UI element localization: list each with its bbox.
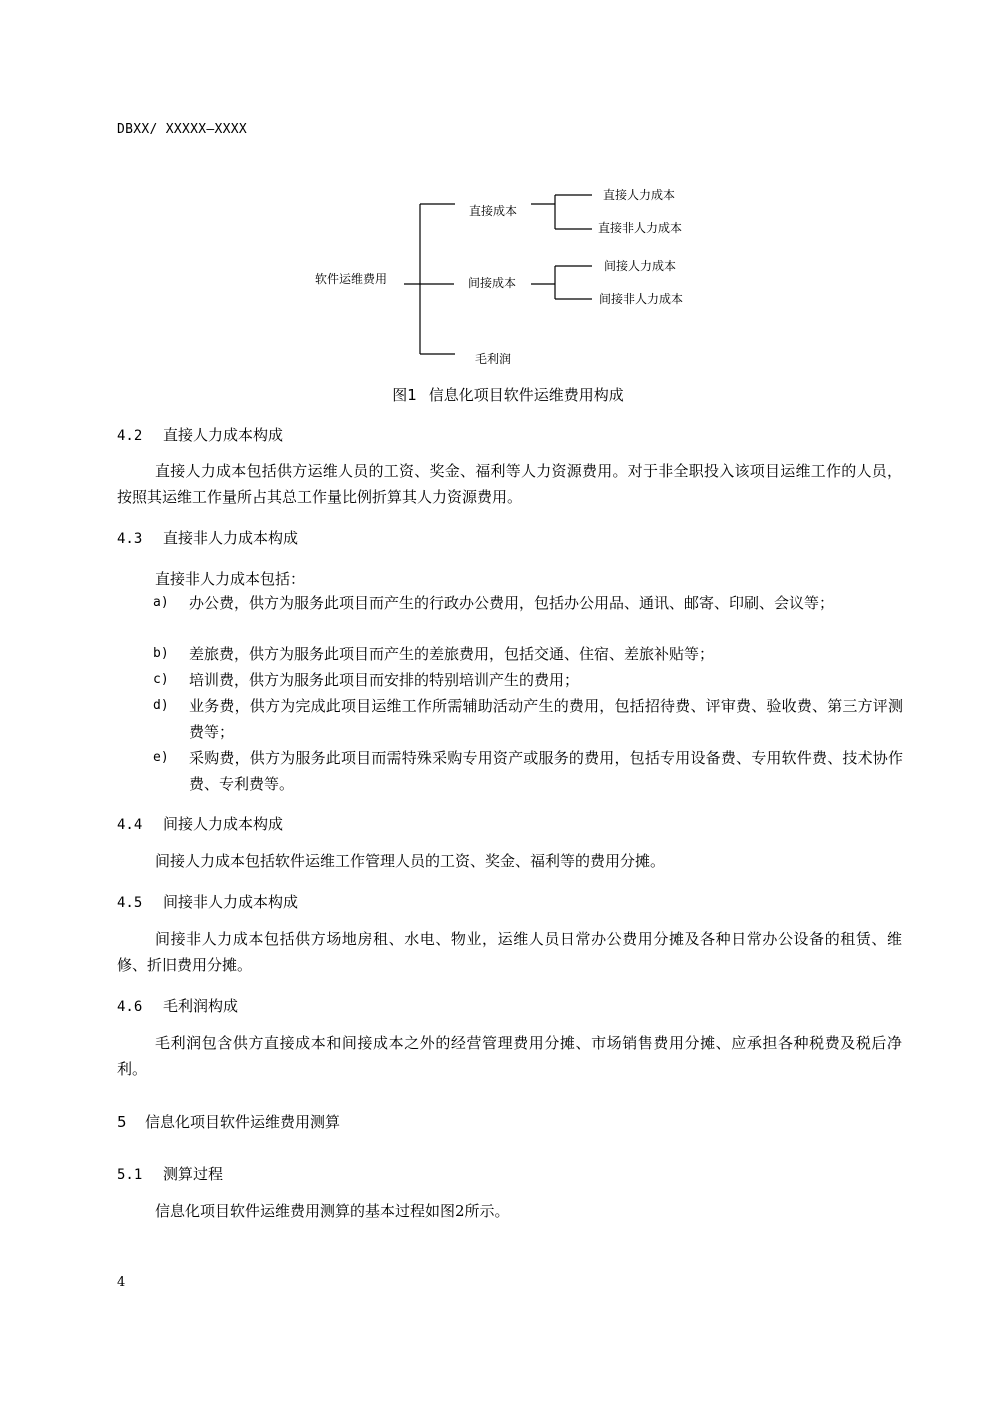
list-text: 采购费，供方为服务此项目而需特殊采购专用资产或服务的费用，包括专用设备费、专用软件费、技术协作费、专利费等。 <box>189 749 903 793</box>
paragraph-4-2: 直接人力成本包括供方运维人员的工资、奖金、福利等人力资源费用。对于非全职投入该项目运维工作的人员，按照其运维工作量所占其总工作量比例折算其人力资源费用。 <box>117 462 902 506</box>
node-indirect-labor: 间接人力成本 <box>604 259 677 273</box>
heading-title: 直接人力成本构成 <box>163 426 284 444</box>
heading-title: 直接非人力成本构成 <box>163 529 299 547</box>
page-number: 4 <box>117 1275 126 1290</box>
list-text: 办公费，供方为服务此项目而产生的行政办公费用，包括办公用品、通讯、邮寄、印刷、会议等； <box>189 594 835 612</box>
list-text: 差旅费，供方为服务此项目而产生的差旅费用，包括交通、住宿、差旅补贴等； <box>189 645 715 663</box>
list-item <box>153 745 903 797</box>
heading-number: 4.5 <box>117 895 143 911</box>
paragraph-4-4: 间接人力成本包括软件运维工作管理人员的工资、奖金、福利等的费用分摊。 <box>155 852 666 870</box>
list-text: 业务费，供方为完成此项目运维工作所需辅助活动产生的费用，包括招待费、评审费、验收费、第三方评测费等； <box>189 697 903 741</box>
list-marker: c) <box>153 672 169 687</box>
cost-structure-diagram <box>0 180 993 380</box>
list-item <box>153 667 903 693</box>
heading-title: 间接非人力成本构成 <box>163 893 299 911</box>
heading-number: 5.1 <box>117 1167 143 1183</box>
node-indirect-cost: 间接成本 <box>468 276 517 290</box>
list-intro: 直接非人力成本包括： <box>155 570 306 588</box>
list-marker: d) <box>153 698 169 713</box>
list-item <box>153 590 903 616</box>
node-indirect-nonlabor: 间接非人力成本 <box>599 292 684 306</box>
figure1-title: 信息化项目软件运维费用构成 <box>428 386 624 404</box>
figure1-number: 图1 <box>392 386 417 404</box>
heading-4-4 <box>117 813 283 834</box>
node-direct-cost: 直接成本 <box>469 204 518 218</box>
heading-title: 测算过程 <box>163 1165 224 1183</box>
heading-number: 4.3 <box>117 531 143 547</box>
node-root: 软件运维费用 <box>315 272 388 286</box>
paragraph-5-1: 信息化项目软件运维费用测算的基本过程如图2所示。 <box>155 1202 510 1220</box>
heading-number: 4.4 <box>117 817 143 833</box>
list-text: 培训费，供方为服务此项目而安排的特别培训产生的费用； <box>189 671 580 689</box>
list-marker: a) <box>153 595 169 610</box>
heading-4-5 <box>117 891 298 912</box>
heading-4-6 <box>117 995 238 1016</box>
heading-5-1 <box>117 1163 223 1184</box>
heading-number: 5 <box>117 1113 127 1131</box>
heading-number: 4.6 <box>117 999 143 1015</box>
heading-title: 信息化项目软件运维费用测算 <box>145 1113 341 1131</box>
list-marker: b) <box>153 646 169 661</box>
list-marker: e) <box>153 750 169 765</box>
heading-title: 间接人力成本构成 <box>163 815 284 833</box>
node-direct-nonlabor: 直接非人力成本 <box>598 221 683 235</box>
heading-4-2 <box>117 424 283 445</box>
list-item <box>153 693 903 745</box>
node-direct-labor: 直接人力成本 <box>603 188 676 202</box>
heading-title: 毛利润构成 <box>163 997 239 1015</box>
heading-5 <box>117 1111 340 1132</box>
heading-number: 4.2 <box>117 428 143 444</box>
figure1-caption <box>0 384 993 405</box>
list-item <box>153 641 903 667</box>
paragraph-4-5: 间接非人力成本包括供方场地房租、水电、物业，运维人员日常办公费用分摊及各种日常办公设备的租赁、维修、折旧费用分摊。 <box>117 930 902 974</box>
node-gross-profit: 毛利润 <box>475 352 512 366</box>
paragraph-4-6: 毛利润包含供方直接成本和间接成本之外的经营管理费用分摊、市场销售费用分摊、应承担各种税费及税后净利。 <box>117 1034 902 1078</box>
document-code: DBXX/ XXXXX—XXXX <box>117 122 248 137</box>
heading-4-3 <box>117 527 298 548</box>
